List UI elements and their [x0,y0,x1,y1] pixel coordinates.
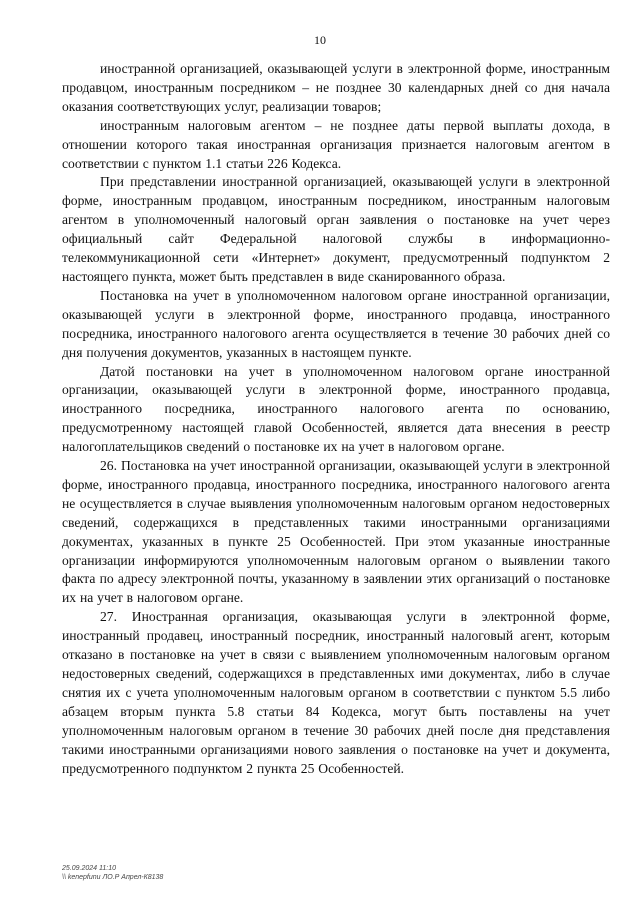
paragraph-clause-27: 27. Иностранная организация, оказывающая услуги в электронной форме, иностранный продавец, иностранный посредник, иностранный налоговый агент, которым отказано в постановке на учет в связи с выявлением уполномоченным налоговым органом недостоверных сведений, содержащихся в представленных ими документах, либо в случае снятия их с учета уполномоченным налоговым органом в соответствии с пунктом 5.5 либо абзацем вторым пункта 5.8 статьи 84 Кодекса, могут быть поставлены на учет уполномоченным налоговым органом в течение 30 рабочих дней после дня представления такими иностранными организациями нового заявления о постановке на учет и документа, предусмотренного подпунктом 2 пункта 25 Особенностей. [62,609,610,776]
paragraph-scanned-document: При представлении иностранной организацией, оказывающей услуги в электронной форме, иностранным продавцом, иностранным посредником, иностранным налоговым агентом в уполномоченный налоговый орган заявления о постановке на учет через официальный сайт Федеральной налоговой службы в информационно-телекоммуникационной сети «Интернет» документ, предусмотренный подпунктом 2 настоящего пункта, может быть представлен в виде сканированного образа. [62,174,610,284]
paragraph-registration-date: Датой постановки на учет в уполномоченном налоговом органе иностранной организации, оказывающей услуги в электронной форме, иностранного продавца, иностранного посредника, иностранного налогового агента по основанию, предусмотренному настоящей главой Особенностей, является дата внесения в реестр налогоплательщиков сведений о постановке их на учет в налоговом органе. [62,363,610,455]
print-footer [62,864,163,882]
paragraph-clause-26: 26. Постановка на учет иностранной организации, оказывающей услуги в электронной форме, иностранного продавца, иностранного посредника, иностранного налогового агента не осуществляется в случае выявления уполномоченным налоговым органом недостоверных сведений, содержащихся в представленных такими иностранными организациями документах, указанных в пункте 25 Особенностей. При этом указанные иностранные организации информируются уполномоченным налоговым органом о выявлении такого факта по адресу электронной почты, указанному в заявлении этих организаций о постановке их на учет в налоговом органе. [62,458,610,606]
document-body [62,60,610,778]
paragraph-tax-agent-deadline: иностранным налоговым агентом – не позднее даты первой выплаты дохода, в отношении которого такая иностранная организация признается налоговым агентом в соответствии с пунктом 1.1 статьи 226 Кодекса. [62,117,610,171]
footer-timestamp: 25.09.2024 11:10 [62,865,116,872]
paragraph-registration-term: Постановка на учет в уполномоченном налоговом органе иностранной организации, оказывающей услуги в электронной форме, иностранного продавца, иностранного посредника, иностранного налогового агента осуществляется в течение 30 рабочих дней со дня получения документов, указанных в настоящем пункте. [62,287,610,360]
footer-file-path: \\ kenepfunu ЛО.Р Апрел-К8138 [62,874,164,881]
page-number: 10 [314,33,326,47]
paragraph-foreign-org-deadline: иностранной организацией, оказывающей услуги в электронной форме, иностранным продавцом, иностранным посредником – не позднее 30 календарных дней со дня начала оказания соответствующих услуг, реализации товаров; [62,61,610,114]
